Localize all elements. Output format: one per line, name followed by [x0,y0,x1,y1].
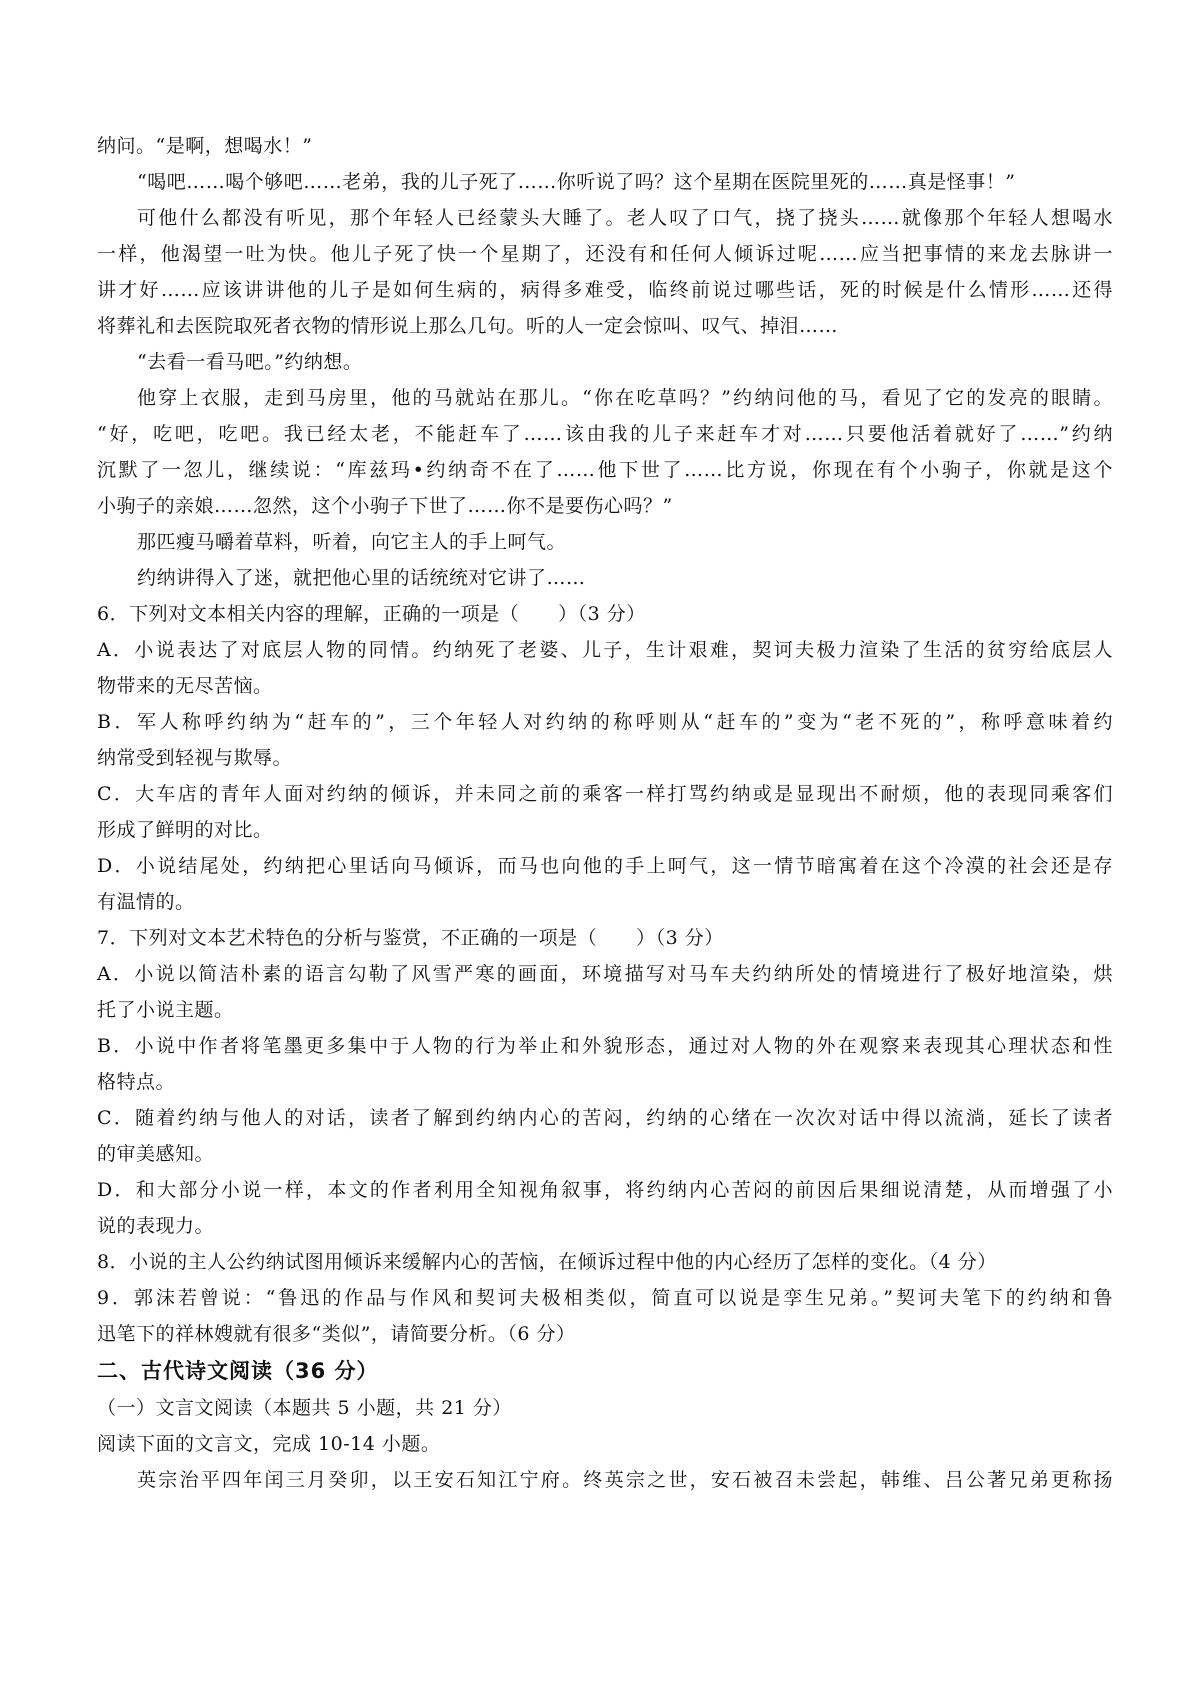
story-line: 小驹子的亲娘……忽然，这个小驹子下世了……你不是要伤心吗？” [97,495,673,517]
story-line: “喝吧……喝个够吧……老弟，我的儿子死了……你听说了吗？这个星期在医院里死的……真是怪事！” [137,171,1016,193]
story-line: 将葬礼和去医院取死者衣物的情形说上那么几句。听的人一定会惊叫、叹气、掉泪…… [97,315,839,337]
story-line: 那匹瘦马嚼着草料，听着，向它主人的手上呵气。 [137,531,567,553]
question-8: 8．小说的主人公约纳试图用倾诉来缓解内心的苦恼，在倾诉过程中他的内心经历了怎样的变化。（4 分） [97,1251,997,1273]
story-line: 他穿上衣服，走到马房里，他的马就站在那儿。“你在吃草吗？”约纳问他的马，看见了它的发亮的眼睛。 [137,387,1113,409]
question-6-option-c: C．大车店的青年人面对约纳的倾诉，并未同之前的乘客一样打骂约纳或是显现出不耐烦，他的表现同乘客们 [97,783,1113,805]
story-line: 讲才好……应该讲讲他的儿子是如何生病的，病得多难受，临终前说过哪些话，死的时候是什么情形……还得 [97,279,1113,301]
question-7-stem: 7．下列对文本艺术特色的分析与鉴赏，不正确的一项是（ ）（3 分） [97,927,724,949]
story-line: 一样，他渴望一吐为快。他儿子死了快一个星期了，还没有和任何人倾诉过呢……应当把事情的来龙去脉讲一 [97,243,1113,265]
section-heading: 二、古代诗文阅读（36 分） [97,1359,379,1383]
question-6-option-c: 形成了鲜明的对比。 [97,819,273,841]
question-7-option-d: 说的表现力。 [97,1215,215,1237]
question-9: 迅笔下的祥林嫂就有很多“类似”，请简要分析。（6 分） [97,1323,576,1345]
reading-instruction: 阅读下面的文言文，完成 10-14 小题。 [97,1433,441,1455]
question-6-option-a: A．小说表达了对底层人物的同情。约纳死了老婆、儿子，生计艰难，契诃夫极力渲染了生活的贫穷给底层人 [97,639,1113,661]
question-7-option-c: 的审美感知。 [97,1143,215,1165]
story-line: 沉默了一忽儿，继续说：“库兹玛•约纳奇不在了……他下世了……比方说，你现在有个小驹子，你就是这个 [97,459,1113,481]
question-7-option-a: 托了小说主题。 [97,999,234,1021]
story-line: 可他什么都没有听见，那个年轻人已经蒙头大睡了。老人叹了口气，挠了挠头……就像那个年轻人想喝水 [137,207,1113,229]
question-6-stem: 6．下列对文本相关内容的理解，正确的一项是（ ）（3 分） [97,603,646,625]
question-6-option-d: 有温情的。 [97,891,195,913]
exam-page [97,128,1113,1498]
question-7-option-b: B．小说中作者将笔墨更多集中于人物的行为举止和外貌形态，通过对人物的外在观察来表现其心理状态和性 [97,1035,1113,1057]
story-line: 约纳讲得入了迷，就把他心里的话统统对它讲了…… [137,567,586,589]
story-line: “去看一看马吧。”约纳想。 [137,351,363,373]
question-6-option-d: D．小说结尾处，约纳把心里话向马倾诉，而马也向他的手上呵气，这一情节暗寓着在这个冷漠的社会还是存 [97,855,1113,877]
question-6-option-a: 物带来的无尽苦恼。 [97,675,273,697]
question-7-option-c: C．随着约纳与他人的对话，读者了解到约纳内心的苦闷，约纳的心绪在一次次对话中得以流淌，延长了读者 [97,1107,1113,1129]
question-7-option-a: A．小说以简洁朴素的语言勾勒了风雪严寒的画面，环境描写对马车夫约纳所处的情境进行了极好地渲染，烘 [97,963,1113,985]
question-7-option-b: 格特点。 [97,1071,176,1093]
story-line: 纳问。“是啊，想喝水！” [97,135,313,157]
question-6-option-b: B．军人称呼约纳为“赶车的”，三个年轻人对约纳的称呼则从“赶车的”变为“老不死的”，称呼意味着约 [97,711,1113,733]
subsection-heading: （一）文言文阅读（本题共 5 小题，共 21 分） [97,1397,512,1419]
question-7-option-d: D．和大部分小说一样，本文的作者利用全知视角叙事，将约纳内心苦闷的前因后果细说清楚，从而增强了小 [97,1179,1113,1201]
question-9: 9．郭沫若曾说：“鲁迅的作品与作风和契诃夫极相类似，简直可以说是孪生兄弟。”契诃夫笔下的约纳和鲁 [97,1287,1113,1309]
classical-text-line: 英宗治平四年闰三月癸卯，以王安石知江宁府。终英宗之世，安石被召未尝起，韩维、吕公著兄弟更称扬 [137,1469,1113,1491]
question-6-option-b: 纳常受到轻视与欺辱。 [97,747,293,769]
story-line: “好，吃吧，吃吧。我已经太老，不能赶车了……该由我的儿子来赶车才对……只要他活着就好了……”约纳 [97,423,1113,445]
